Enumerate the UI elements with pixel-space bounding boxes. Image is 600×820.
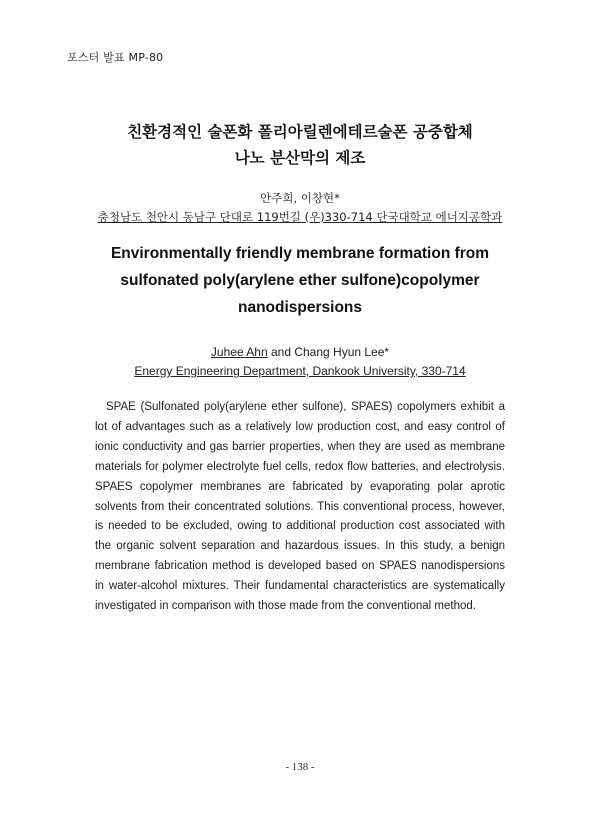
author-separator: and — [267, 345, 295, 359]
english-authors — [0, 345, 600, 359]
page-number: - 138 - — [285, 761, 315, 773]
korean-title-line1: 친환경적인 술폰화 폴리아릴렌에테르술폰 공중합체 — [127, 123, 473, 141]
english-affiliation: Energy Engineering Department, Dankook University, 330-714 — [134, 364, 466, 378]
abstract-text: SPAE (Sulfonated poly(arylene ether sulfone), SPAES) copolymers exhibit a lot of advantages such as a relatively low production cost, and easy control of ionic conductivity and gas barrier properties, when they are used as membrane materials for polymer electrolyte fuel cells, redox flow batteries, and electrolysis. SPAES copolymer membranes are fabricated by evaporating polar aprotic solvents from their concentrated solutions. This conventional process, however, is needed to be excluded, owing to additional production cost associated with the organic solvent separation and hazardous issues. In this study, a benign membrane fabrication method is developed based on SPAES nanodispersions in water-alcohol mixtures. Their fundamental characteristics are systematically investigated in comparison with those made from the conventional method. — [95, 401, 505, 613]
korean-title-line2: 나노 분산막의 제조 — [234, 149, 366, 167]
session-code: 포스터 발표 MP-80 — [67, 51, 164, 64]
author-corresponding: Chang Hyun Lee* — [294, 345, 390, 359]
korean-authors: 안주희, 이창현* — [260, 191, 340, 205]
korean-affiliation-text: 충청남도 천안시 동남구 단대로 119번길 (우)330-714 단국대학교 에너지공학과 — [97, 210, 503, 224]
abstract — [95, 398, 505, 617]
author-primary: Juhee Ahn — [210, 345, 268, 359]
english-title-line2: sulfonated poly(arylene ether sulfone)copolymer — [120, 272, 480, 289]
english-title-line3: nanodispersions — [237, 299, 363, 316]
korean-affiliation — [0, 209, 600, 225]
english-title-line1: Environmentally friendly membrane formation from — [110, 245, 490, 262]
